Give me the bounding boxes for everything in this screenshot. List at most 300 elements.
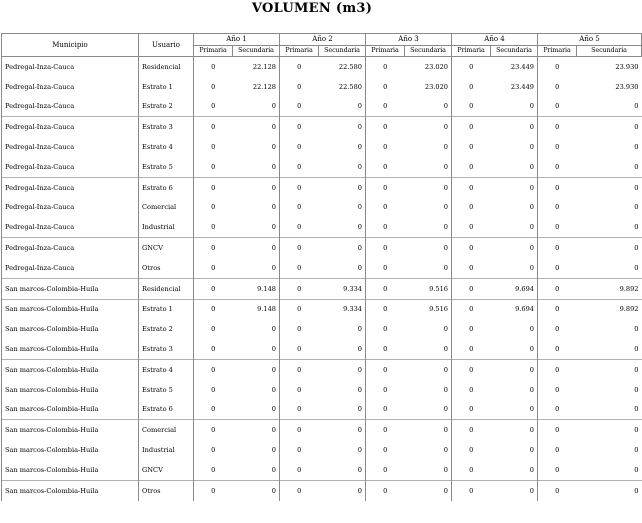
cell-primaria: 0: [280, 359, 319, 379]
cell-primaria: 0: [194, 177, 233, 197]
cell-secundaria: 9.892: [577, 299, 642, 319]
cell-secundaria: 0: [357, 325, 362, 334]
cell-secundaria: 0: [405, 480, 452, 500]
cell-primaria: 0: [280, 380, 319, 400]
cell-usuario: Estrato 5: [139, 380, 194, 400]
cell-primaria: 0: [194, 198, 233, 218]
cell-secundaria: 0: [405, 420, 452, 440]
cell-primaria: 0: [280, 117, 319, 137]
cell-secundaria: 0: [491, 117, 538, 137]
cell-primaria: 0: [538, 198, 577, 218]
cell-usuario: GNCV: [139, 238, 194, 258]
header-year: Año 4: [452, 34, 538, 46]
cell-primaria: 0: [452, 319, 491, 339]
cell-primaria: 0: [194, 278, 233, 299]
cell-primaria: 0: [366, 77, 405, 97]
cell-primaria: 0: [280, 238, 319, 258]
cell-secundaria: 9.892: [577, 278, 642, 299]
cell-secundaria: 22.580: [338, 82, 362, 91]
table-row: [2, 238, 642, 258]
cell-primaria: 0: [452, 177, 491, 197]
table-row: [2, 480, 642, 500]
cell-secundaria: 9.334: [319, 299, 366, 319]
cell-secundaria: 9.334: [319, 278, 366, 299]
cell-secundaria: 0: [319, 238, 366, 258]
cell-primaria: 0: [452, 217, 491, 237]
table-row: [2, 97, 642, 117]
cell-primaria: 0: [452, 400, 491, 420]
cell-primaria: 0: [452, 258, 491, 278]
cell-usuario: Estrato 2: [139, 97, 194, 117]
cell-primaria: 0: [452, 77, 491, 97]
cell-secundaria: 0: [443, 446, 448, 455]
cell-secundaria: 0: [405, 177, 452, 197]
table-row: [2, 278, 642, 299]
cell-secundaria: 0: [529, 102, 534, 111]
cell-municipio: San marcos-Colombia-Huila: [2, 278, 139, 299]
cell-secundaria: 0: [271, 345, 276, 354]
cell-secundaria: 0: [634, 143, 639, 152]
cell-primaria: 0: [194, 319, 233, 339]
cell-primaria: 0: [366, 97, 405, 117]
cell-municipio: San marcos-Colombia-Huila: [2, 480, 139, 500]
cell-secundaria: 0: [405, 117, 452, 137]
table-row: [2, 319, 642, 339]
cell-primaria: 0: [538, 117, 577, 137]
table-row: [2, 359, 642, 379]
cell-secundaria: 0: [634, 223, 639, 232]
cell-usuario: GNCV: [139, 460, 194, 480]
cell-primaria: 0: [280, 137, 319, 157]
cell-primaria: 0: [538, 319, 577, 339]
cell-secundaria: 0: [357, 143, 362, 152]
cell-secundaria: 0: [443, 385, 448, 394]
cell-municipio: San marcos-Colombia-Huila: [2, 299, 139, 319]
header-usuario: Usuario: [139, 34, 194, 57]
cell-primaria: 0: [366, 380, 405, 400]
cell-secundaria: 0: [443, 143, 448, 152]
table-row: [2, 217, 642, 237]
cell-municipio: San marcos-Colombia-Huila: [2, 380, 139, 400]
table-row: [2, 77, 642, 97]
cell-secundaria: 0: [529, 143, 534, 152]
cell-usuario: Estrato 6: [139, 400, 194, 420]
cell-secundaria: 0: [443, 405, 448, 414]
cell-secundaria: 0: [271, 446, 276, 455]
cell-usuario: Estrato 3: [139, 117, 194, 137]
cell-primaria: 0: [538, 137, 577, 157]
cell-primaria: 0: [366, 57, 405, 77]
cell-municipio: Pedregal-Inza-Cauca: [2, 77, 139, 97]
cell-primaria: 0: [538, 359, 577, 379]
cell-usuario: Comercial: [139, 420, 194, 440]
volume-table: [1, 33, 642, 501]
cell-primaria: 0: [452, 420, 491, 440]
cell-secundaria: 0: [357, 465, 362, 474]
cell-primaria: 0: [366, 460, 405, 480]
table-row: [2, 440, 642, 460]
cell-primaria: 0: [280, 299, 319, 319]
cell-secundaria: 23.449: [510, 62, 534, 71]
cell-secundaria: 0: [634, 203, 639, 212]
cell-primaria: 0: [280, 440, 319, 460]
cell-primaria: 0: [452, 460, 491, 480]
cell-secundaria: 0: [319, 177, 366, 197]
header-primaria: Primaria: [538, 45, 577, 57]
cell-primaria: 0: [280, 217, 319, 237]
cell-secundaria: 0: [271, 102, 276, 111]
cell-usuario: Estrato 5: [139, 157, 194, 177]
table-row: [2, 258, 642, 278]
cell-municipio: Pedregal-Inza-Cauca: [2, 258, 139, 278]
cell-secundaria: 0: [357, 263, 362, 272]
header-year: Año 2: [280, 34, 366, 46]
cell-secundaria: 0: [271, 143, 276, 152]
cell-secundaria: 0: [577, 238, 642, 258]
cell-primaria: 0: [280, 57, 319, 77]
header-secundaria: Secundaria: [233, 45, 280, 57]
cell-primaria: 0: [538, 157, 577, 177]
header-secundaria: Secundaria: [405, 45, 452, 57]
cell-secundaria: 0: [634, 263, 639, 272]
cell-secundaria: 0: [491, 238, 538, 258]
cell-secundaria: 0: [529, 203, 534, 212]
cell-secundaria: 0: [357, 405, 362, 414]
cell-secundaria: 0: [233, 420, 280, 440]
cell-secundaria: 0: [357, 162, 362, 171]
table-row: [2, 57, 642, 77]
header-secundaria: Secundaria: [577, 45, 642, 57]
cell-secundaria: 0: [491, 420, 538, 440]
cell-secundaria: 0: [319, 480, 366, 500]
cell-primaria: 0: [194, 97, 233, 117]
cell-primaria: 0: [366, 278, 405, 299]
cell-secundaria: 0: [271, 325, 276, 334]
cell-primaria: 0: [194, 117, 233, 137]
cell-primaria: 0: [194, 359, 233, 379]
cell-usuario: Comercial: [139, 198, 194, 218]
cell-secundaria: 0: [233, 177, 280, 197]
cell-primaria: 0: [280, 198, 319, 218]
cell-usuario: Otros: [139, 258, 194, 278]
cell-primaria: 0: [280, 157, 319, 177]
header-primaria: Primaria: [194, 45, 233, 57]
cell-secundaria: 0: [529, 385, 534, 394]
cell-primaria: 0: [280, 319, 319, 339]
header-secundaria: Secundaria: [319, 45, 366, 57]
cell-secundaria: 0: [529, 345, 534, 354]
cell-primaria: 0: [194, 400, 233, 420]
cell-secundaria: 0: [271, 465, 276, 474]
cell-primaria: 0: [452, 278, 491, 299]
cell-secundaria: 0: [405, 238, 452, 258]
table-row: [2, 339, 642, 359]
cell-primaria: 0: [194, 440, 233, 460]
cell-municipio: Pedregal-Inza-Cauca: [2, 117, 139, 137]
cell-primaria: 0: [194, 137, 233, 157]
cell-secundaria: 0: [357, 345, 362, 354]
cell-primaria: 0: [366, 177, 405, 197]
cell-secundaria: 23.930: [615, 82, 639, 91]
cell-secundaria: 0: [443, 102, 448, 111]
cell-primaria: 0: [452, 339, 491, 359]
cell-municipio: Pedregal-Inza-Cauca: [2, 198, 139, 218]
cell-secundaria: 22.580: [338, 62, 362, 71]
cell-secundaria: 0: [491, 177, 538, 197]
cell-secundaria: 23.020: [424, 62, 448, 71]
cell-primaria: 0: [280, 460, 319, 480]
cell-municipio: Pedregal-Inza-Cauca: [2, 97, 139, 117]
cell-secundaria: 0: [405, 359, 452, 379]
header-primaria: Primaria: [280, 45, 319, 57]
cell-secundaria: 0: [443, 162, 448, 171]
cell-primaria: 0: [366, 440, 405, 460]
cell-secundaria: 0: [443, 465, 448, 474]
cell-municipio: Pedregal-Inza-Cauca: [2, 57, 139, 77]
cell-primaria: 0: [366, 198, 405, 218]
cell-primaria: 0: [452, 299, 491, 319]
cell-secundaria: 0: [271, 263, 276, 272]
cell-usuario: Residencial: [139, 57, 194, 77]
cell-primaria: 0: [452, 198, 491, 218]
cell-secundaria: 0: [233, 359, 280, 379]
cell-secundaria: 0: [357, 102, 362, 111]
table-row: [2, 460, 642, 480]
cell-secundaria: 22.128: [252, 62, 276, 71]
cell-secundaria: 0: [529, 162, 534, 171]
cell-secundaria: 0: [357, 446, 362, 455]
cell-primaria: 0: [366, 258, 405, 278]
cell-primaria: 0: [538, 258, 577, 278]
cell-primaria: 0: [194, 77, 233, 97]
cell-secundaria: 0: [443, 203, 448, 212]
cell-municipio: San marcos-Colombia-Huila: [2, 319, 139, 339]
cell-primaria: 0: [194, 299, 233, 319]
cell-primaria: 0: [538, 440, 577, 460]
cell-primaria: 0: [366, 117, 405, 137]
cell-usuario: Estrato 2: [139, 319, 194, 339]
cell-secundaria: 9.148: [233, 278, 280, 299]
cell-usuario: Estrato 3: [139, 339, 194, 359]
cell-secundaria: 22.128: [252, 82, 276, 91]
cell-secundaria: 0: [233, 238, 280, 258]
cell-secundaria: 0: [634, 162, 639, 171]
cell-primaria: 0: [452, 157, 491, 177]
cell-usuario: Industrial: [139, 217, 194, 237]
header-year: Año 3: [366, 34, 452, 46]
cell-municipio: Pedregal-Inza-Cauca: [2, 217, 139, 237]
cell-municipio: Pedregal-Inza-Cauca: [2, 157, 139, 177]
cell-primaria: 0: [280, 278, 319, 299]
cell-primaria: 0: [366, 217, 405, 237]
table-row: [2, 400, 642, 420]
cell-usuario: Estrato 6: [139, 177, 194, 197]
cell-secundaria: 0: [529, 465, 534, 474]
cell-primaria: 0: [538, 238, 577, 258]
cell-secundaria: 0: [271, 203, 276, 212]
cell-secundaria: 9.148: [233, 299, 280, 319]
cell-primaria: 0: [452, 117, 491, 137]
cell-primaria: 0: [194, 238, 233, 258]
cell-primaria: 0: [452, 57, 491, 77]
cell-primaria: 0: [538, 217, 577, 237]
cell-usuario: Estrato 1: [139, 299, 194, 319]
cell-secundaria: 0: [529, 325, 534, 334]
cell-primaria: 0: [366, 339, 405, 359]
cell-primaria: 0: [194, 480, 233, 500]
cell-primaria: 0: [538, 299, 577, 319]
cell-usuario: Residencial: [139, 278, 194, 299]
cell-primaria: 0: [538, 177, 577, 197]
cell-secundaria: 0: [577, 420, 642, 440]
cell-primaria: 0: [452, 380, 491, 400]
header-municipio: Municipio: [2, 34, 139, 57]
cell-secundaria: 0: [271, 162, 276, 171]
cell-secundaria: 0: [634, 345, 639, 354]
cell-municipio: San marcos-Colombia-Huila: [2, 440, 139, 460]
table-row: [2, 299, 642, 319]
cell-secundaria: 0: [634, 385, 639, 394]
cell-secundaria: 23.449: [510, 82, 534, 91]
cell-primaria: 0: [538, 97, 577, 117]
cell-primaria: 0: [194, 258, 233, 278]
cell-primaria: 0: [280, 400, 319, 420]
cell-secundaria: 0: [319, 359, 366, 379]
cell-primaria: 0: [538, 57, 577, 77]
cell-secundaria: 0: [529, 446, 534, 455]
header-year: Año 1: [194, 34, 280, 46]
cell-primaria: 0: [280, 480, 319, 500]
cell-municipio: San marcos-Colombia-Huila: [2, 460, 139, 480]
cell-primaria: 0: [366, 420, 405, 440]
header-primaria: Primaria: [452, 45, 491, 57]
cell-secundaria: 0: [443, 325, 448, 334]
cell-secundaria: 0: [319, 420, 366, 440]
cell-primaria: 0: [194, 217, 233, 237]
cell-primaria: 0: [280, 177, 319, 197]
cell-primaria: 0: [194, 157, 233, 177]
cell-secundaria: 0: [491, 359, 538, 379]
cell-secundaria: 0: [634, 446, 639, 455]
cell-primaria: 0: [366, 400, 405, 420]
cell-secundaria: 0: [529, 223, 534, 232]
cell-primaria: 0: [452, 137, 491, 157]
table-row: [2, 380, 642, 400]
cell-usuario: Estrato 4: [139, 359, 194, 379]
header-year: Año 5: [538, 34, 642, 46]
table-row: [2, 420, 642, 440]
cell-municipio: San marcos-Colombia-Huila: [2, 420, 139, 440]
cell-primaria: 0: [280, 97, 319, 117]
cell-secundaria: 9.694: [491, 299, 538, 319]
cell-secundaria: 0: [443, 345, 448, 354]
cell-secundaria: 9.516: [405, 278, 452, 299]
cell-secundaria: 23.020: [424, 82, 448, 91]
cell-secundaria: 0: [491, 480, 538, 500]
cell-primaria: 0: [538, 420, 577, 440]
table-row: [2, 177, 642, 197]
cell-primaria: 0: [366, 157, 405, 177]
cell-secundaria: 0: [443, 263, 448, 272]
cell-secundaria: 0: [577, 117, 642, 137]
table-row: [2, 198, 642, 218]
cell-primaria: 0: [366, 137, 405, 157]
cell-secundaria: 0: [577, 359, 642, 379]
cell-secundaria: 0: [443, 223, 448, 232]
cell-secundaria: 0: [357, 203, 362, 212]
cell-municipio: Pedregal-Inza-Cauca: [2, 137, 139, 157]
cell-secundaria: 0: [271, 223, 276, 232]
cell-primaria: 0: [366, 480, 405, 500]
cell-primaria: 0: [452, 238, 491, 258]
table-row: [2, 137, 642, 157]
cell-secundaria: 0: [271, 385, 276, 394]
cell-primaria: 0: [452, 359, 491, 379]
cell-primaria: 0: [366, 359, 405, 379]
table-row: [2, 117, 642, 137]
cell-primaria: 0: [366, 299, 405, 319]
page-title: VOLUMEN (m3): [251, 1, 373, 16]
table-row: [2, 157, 642, 177]
cell-secundaria: 23.930: [615, 62, 639, 71]
cell-primaria: 0: [366, 238, 405, 258]
cell-usuario: Estrato 1: [139, 77, 194, 97]
cell-primaria: 0: [452, 440, 491, 460]
cell-municipio: Pedregal-Inza-Cauca: [2, 177, 139, 197]
cell-primaria: 0: [538, 339, 577, 359]
cell-municipio: San marcos-Colombia-Huila: [2, 400, 139, 420]
cell-municipio: San marcos-Colombia-Huila: [2, 359, 139, 379]
cell-primaria: 0: [194, 57, 233, 77]
header-primaria: Primaria: [366, 45, 405, 57]
cell-primaria: 0: [538, 400, 577, 420]
cell-municipio: Pedregal-Inza-Cauca: [2, 238, 139, 258]
cell-primaria: 0: [366, 319, 405, 339]
cell-secundaria: 0: [529, 263, 534, 272]
cell-secundaria: 0: [634, 325, 639, 334]
cell-secundaria: 0: [634, 465, 639, 474]
cell-municipio: San marcos-Colombia-Huila: [2, 339, 139, 359]
cell-secundaria: 9.694: [491, 278, 538, 299]
cell-primaria: 0: [538, 380, 577, 400]
cell-secundaria: 0: [319, 117, 366, 137]
cell-primaria: 0: [452, 480, 491, 500]
cell-primaria: 0: [194, 460, 233, 480]
cell-secundaria: 0: [233, 117, 280, 137]
cell-primaria: 0: [280, 77, 319, 97]
cell-secundaria: 0: [233, 480, 280, 500]
cell-secundaria: 0: [634, 102, 639, 111]
cell-usuario: Otros: [139, 480, 194, 500]
cell-secundaria: 9.516: [405, 299, 452, 319]
cell-primaria: 0: [538, 480, 577, 500]
cell-secundaria: 0: [577, 177, 642, 197]
cell-primaria: 0: [280, 420, 319, 440]
cell-secundaria: 0: [357, 385, 362, 394]
cell-primaria: 0: [538, 278, 577, 299]
cell-primaria: 0: [194, 339, 233, 359]
table-body: [2, 57, 642, 501]
cell-secundaria: 0: [577, 480, 642, 500]
cell-primaria: 0: [280, 339, 319, 359]
cell-primaria: 0: [538, 460, 577, 480]
cell-secundaria: 0: [357, 223, 362, 232]
cell-primaria: 0: [538, 77, 577, 97]
cell-secundaria: 0: [529, 405, 534, 414]
header-secundaria: Secundaria: [491, 45, 538, 57]
cell-primaria: 0: [194, 380, 233, 400]
cell-primaria: 0: [194, 420, 233, 440]
